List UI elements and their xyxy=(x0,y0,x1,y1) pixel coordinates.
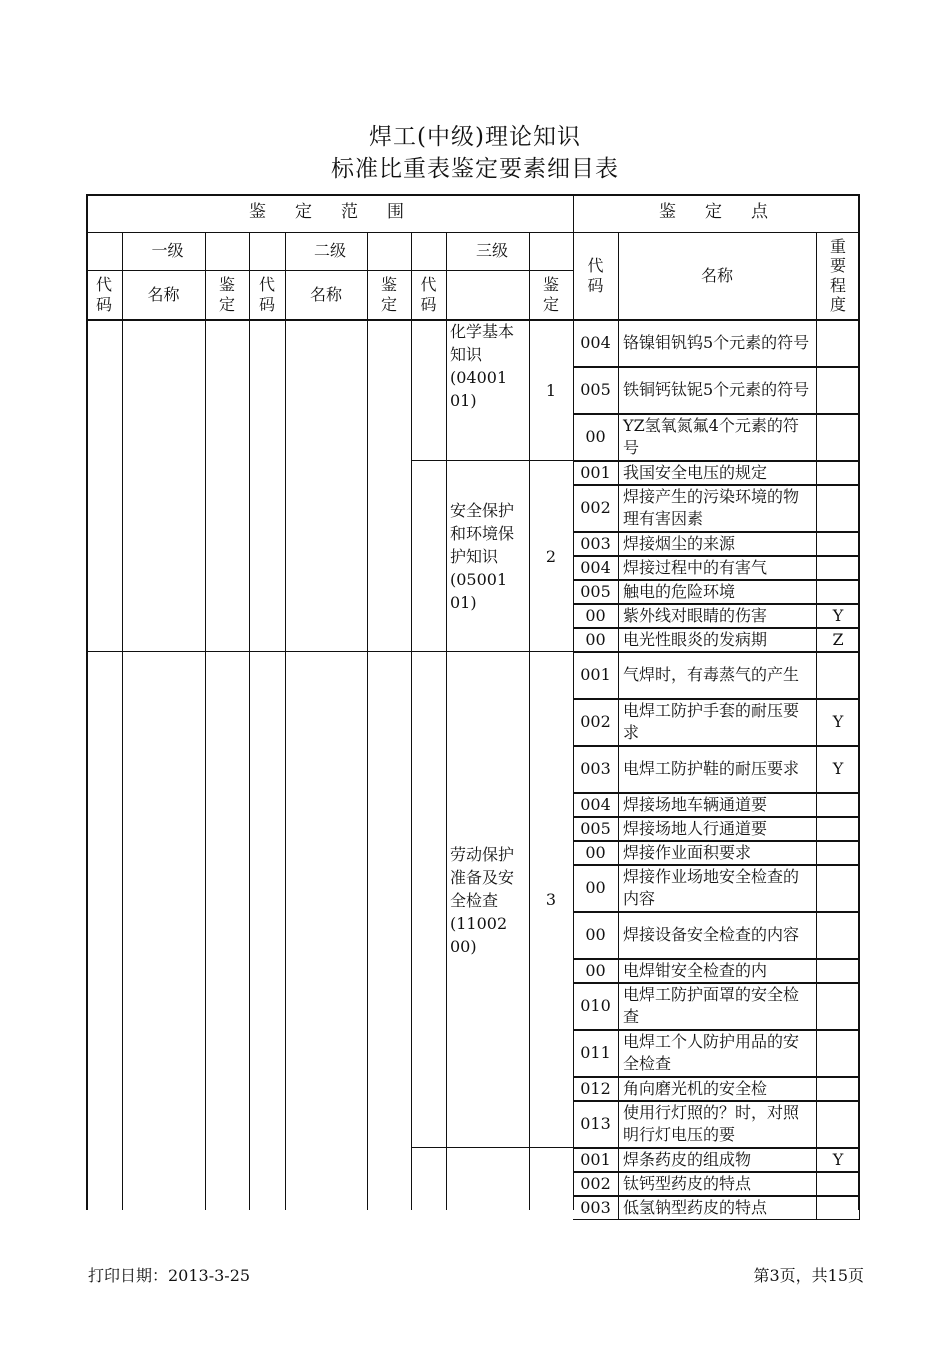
point-importance: Y xyxy=(832,1149,844,1169)
point-name: 气焊时，有毒蒸气的产生 xyxy=(623,665,800,684)
header-code-2: 代 码 xyxy=(258,275,275,314)
group-weight xyxy=(529,1148,573,1210)
point-code: 001 xyxy=(580,1149,611,1169)
header-point-code: 代 码 xyxy=(587,256,604,295)
point-code: 00 xyxy=(585,605,606,625)
document-title-line1: 焊工(中级)理论知识 xyxy=(369,124,581,150)
point-code: 005 xyxy=(580,581,611,601)
point-code: 003 xyxy=(580,533,611,553)
point-col-rule xyxy=(618,699,619,745)
point-name: 焊接设备安全检查的内容 xyxy=(623,925,800,944)
point-importance xyxy=(816,367,860,413)
point-col-rule xyxy=(618,604,619,627)
point-col-rule xyxy=(618,628,619,651)
document-title-line2: 标准比重表鉴定要素细目表 xyxy=(331,156,619,182)
group-name: 劳动保护准备及安全检查 (11002 00) xyxy=(450,844,515,956)
point-col-rule xyxy=(618,556,619,579)
point-col-rule xyxy=(618,1030,619,1076)
point-importance xyxy=(816,1101,860,1147)
point-code: 003 xyxy=(580,759,611,778)
group-code xyxy=(411,320,446,461)
point-importance xyxy=(816,959,860,982)
point-importance: Z xyxy=(832,629,844,649)
group-name: 安全保护和环境保护知识 (05001 01) xyxy=(450,501,515,612)
group-weight: 3 xyxy=(545,890,557,909)
point-code: 003 xyxy=(580,1197,611,1217)
header-code-1: 代 码 xyxy=(95,275,112,314)
header-scope: 鉴 定 范 围 xyxy=(249,202,410,223)
point-code: 005 xyxy=(580,380,611,399)
point-code: 00 xyxy=(585,427,606,446)
point-code: 012 xyxy=(580,1078,611,1098)
point-code: 004 xyxy=(580,557,611,577)
point-name: 焊接过程中的有害气 xyxy=(623,557,768,577)
point-col-rule xyxy=(618,485,619,531)
point-name: 焊接场地车辆通道要 xyxy=(623,794,768,814)
header-judge-3: 鉴 定 xyxy=(542,275,559,314)
point-name: 焊接作业场地安全检查的内容 xyxy=(623,867,800,908)
header-point: 鉴 定 点 xyxy=(659,202,774,223)
point-code: 013 xyxy=(580,1114,611,1133)
point-col-rule xyxy=(618,983,619,1029)
point-name: 电焊工防护手套的耐压要求 xyxy=(623,701,800,742)
point-importance xyxy=(816,461,860,484)
point-name: 铬镍钼钒钨5个元素的符号 xyxy=(623,333,810,352)
point-importance xyxy=(816,912,860,958)
point-name: 铁铜钙钛铌5个元素的符号 xyxy=(623,380,810,399)
point-code: 00 xyxy=(585,842,606,862)
point-col-rule xyxy=(618,865,619,911)
point-code: 00 xyxy=(585,629,606,649)
group-code xyxy=(411,1148,446,1210)
point-name: YZ氢氧氮氟4个元素的符号 xyxy=(623,416,799,457)
point-col-rule xyxy=(618,320,619,366)
point-importance xyxy=(816,1077,860,1100)
point-code: 00 xyxy=(585,925,606,944)
point-col-rule xyxy=(618,841,619,864)
point-col-rule xyxy=(618,461,619,484)
point-importance xyxy=(816,1196,860,1219)
header-code-3: 代 码 xyxy=(420,275,437,314)
point-name: 电焊钳安全检查的内 xyxy=(623,960,768,980)
point-importance xyxy=(816,320,860,366)
point-col-rule xyxy=(618,1172,619,1195)
point-name: 电焊工防护鞋的耐压要求 xyxy=(623,759,800,778)
point-name: 焊接场地人行通道要 xyxy=(623,818,768,838)
point-code: 005 xyxy=(580,818,611,838)
col-rule xyxy=(122,319,123,1210)
print-date: 打印日期：2013-3-25 xyxy=(88,1266,251,1285)
point-name: 电焊工个人防护用品的安全检查 xyxy=(623,1032,800,1073)
point-importance xyxy=(816,865,860,911)
point-importance: Y xyxy=(832,605,844,625)
point-name: 触电的危险环境 xyxy=(623,581,736,601)
point-name: 紫外线对眼睛的伤害 xyxy=(623,605,768,625)
point-col-rule xyxy=(618,367,619,413)
point-code: 004 xyxy=(580,333,611,352)
group-code xyxy=(411,461,446,652)
point-col-rule xyxy=(618,746,619,792)
point-col-rule xyxy=(618,532,619,555)
header-level1: 一级 xyxy=(151,241,184,260)
point-name: 焊接作业面积要求 xyxy=(623,842,752,862)
point-importance xyxy=(816,652,860,698)
point-name: 低氢钠型药皮的特点 xyxy=(623,1197,768,1217)
point-col-rule xyxy=(618,652,619,698)
point-name: 电焊工防护面罩的安全检查 xyxy=(623,985,800,1026)
point-name: 焊接产生的污染环境的物理有害因素 xyxy=(623,487,800,528)
header-importance: 重 要 程 度 xyxy=(829,237,846,314)
point-importance xyxy=(816,817,860,840)
point-col-rule xyxy=(618,912,619,958)
point-importance xyxy=(816,580,860,603)
header-level2: 二级 xyxy=(313,241,346,260)
point-name: 我国安全电压的规定 xyxy=(623,462,768,482)
point-code: 00 xyxy=(585,878,606,897)
point-code: 001 xyxy=(580,462,611,482)
point-col-rule xyxy=(618,959,619,982)
point-col-rule xyxy=(618,793,619,816)
header-judge-2: 鉴 定 xyxy=(380,275,397,314)
header-name-2: 名称 xyxy=(309,284,342,304)
point-col-rule xyxy=(618,817,619,840)
point-importance xyxy=(816,485,860,531)
col-rule xyxy=(205,319,206,1210)
point-col-rule xyxy=(618,580,619,603)
point-importance xyxy=(816,414,860,460)
point-col-rule xyxy=(618,414,619,460)
point-code: 001 xyxy=(580,665,611,684)
col-rule xyxy=(285,319,286,1210)
point-code: 011 xyxy=(580,1043,611,1062)
point-importance: Y xyxy=(832,712,844,731)
header-judge-1: 鉴 定 xyxy=(218,275,235,314)
group-code xyxy=(411,652,446,1148)
point-col-rule xyxy=(618,1077,619,1100)
point-name: 电光性眼炎的发病期 xyxy=(623,629,768,649)
header-name-1: 名称 xyxy=(147,284,180,304)
point-name: 使用行灯照的？时，对照明行灯电压的要 xyxy=(623,1103,800,1144)
group-name: 化学基本知识 (04001 01) xyxy=(450,322,515,410)
point-col-rule xyxy=(618,1148,619,1171)
point-name: 角向磨光机的安全检 xyxy=(623,1078,768,1098)
point-importance: Y xyxy=(832,759,844,778)
col-rule xyxy=(249,319,250,1210)
point-col-rule xyxy=(618,1101,619,1147)
group-weight: 2 xyxy=(545,546,557,566)
point-name: 钛钙型药皮的特点 xyxy=(623,1173,752,1193)
point-importance xyxy=(816,983,860,1029)
point-code: 002 xyxy=(580,712,611,731)
point-code: 004 xyxy=(580,794,611,814)
point-importance xyxy=(816,1172,860,1195)
point-importance xyxy=(816,793,860,816)
point-importance xyxy=(816,841,860,864)
point-code: 002 xyxy=(580,1173,611,1193)
col-rule xyxy=(86,194,87,1210)
point-name: 焊接烟尘的来源 xyxy=(623,533,736,553)
group-weight: 1 xyxy=(545,380,557,400)
point-name: 焊条药皮的组成物 xyxy=(623,1149,752,1169)
header-level3: 三级 xyxy=(475,241,508,260)
point-code: 002 xyxy=(580,498,611,517)
point-importance xyxy=(816,556,860,579)
group-name xyxy=(447,1148,529,1210)
point-rule xyxy=(573,1219,860,1220)
point-importance xyxy=(816,532,860,555)
header-point-name: 名称 xyxy=(700,265,733,285)
point-code: 010 xyxy=(580,996,611,1015)
point-code: 00 xyxy=(585,960,606,980)
col-rule xyxy=(367,319,368,1210)
point-col-rule xyxy=(618,1196,619,1219)
point-importance xyxy=(816,1030,860,1076)
page-number: 第3页，共15页 xyxy=(753,1266,864,1285)
